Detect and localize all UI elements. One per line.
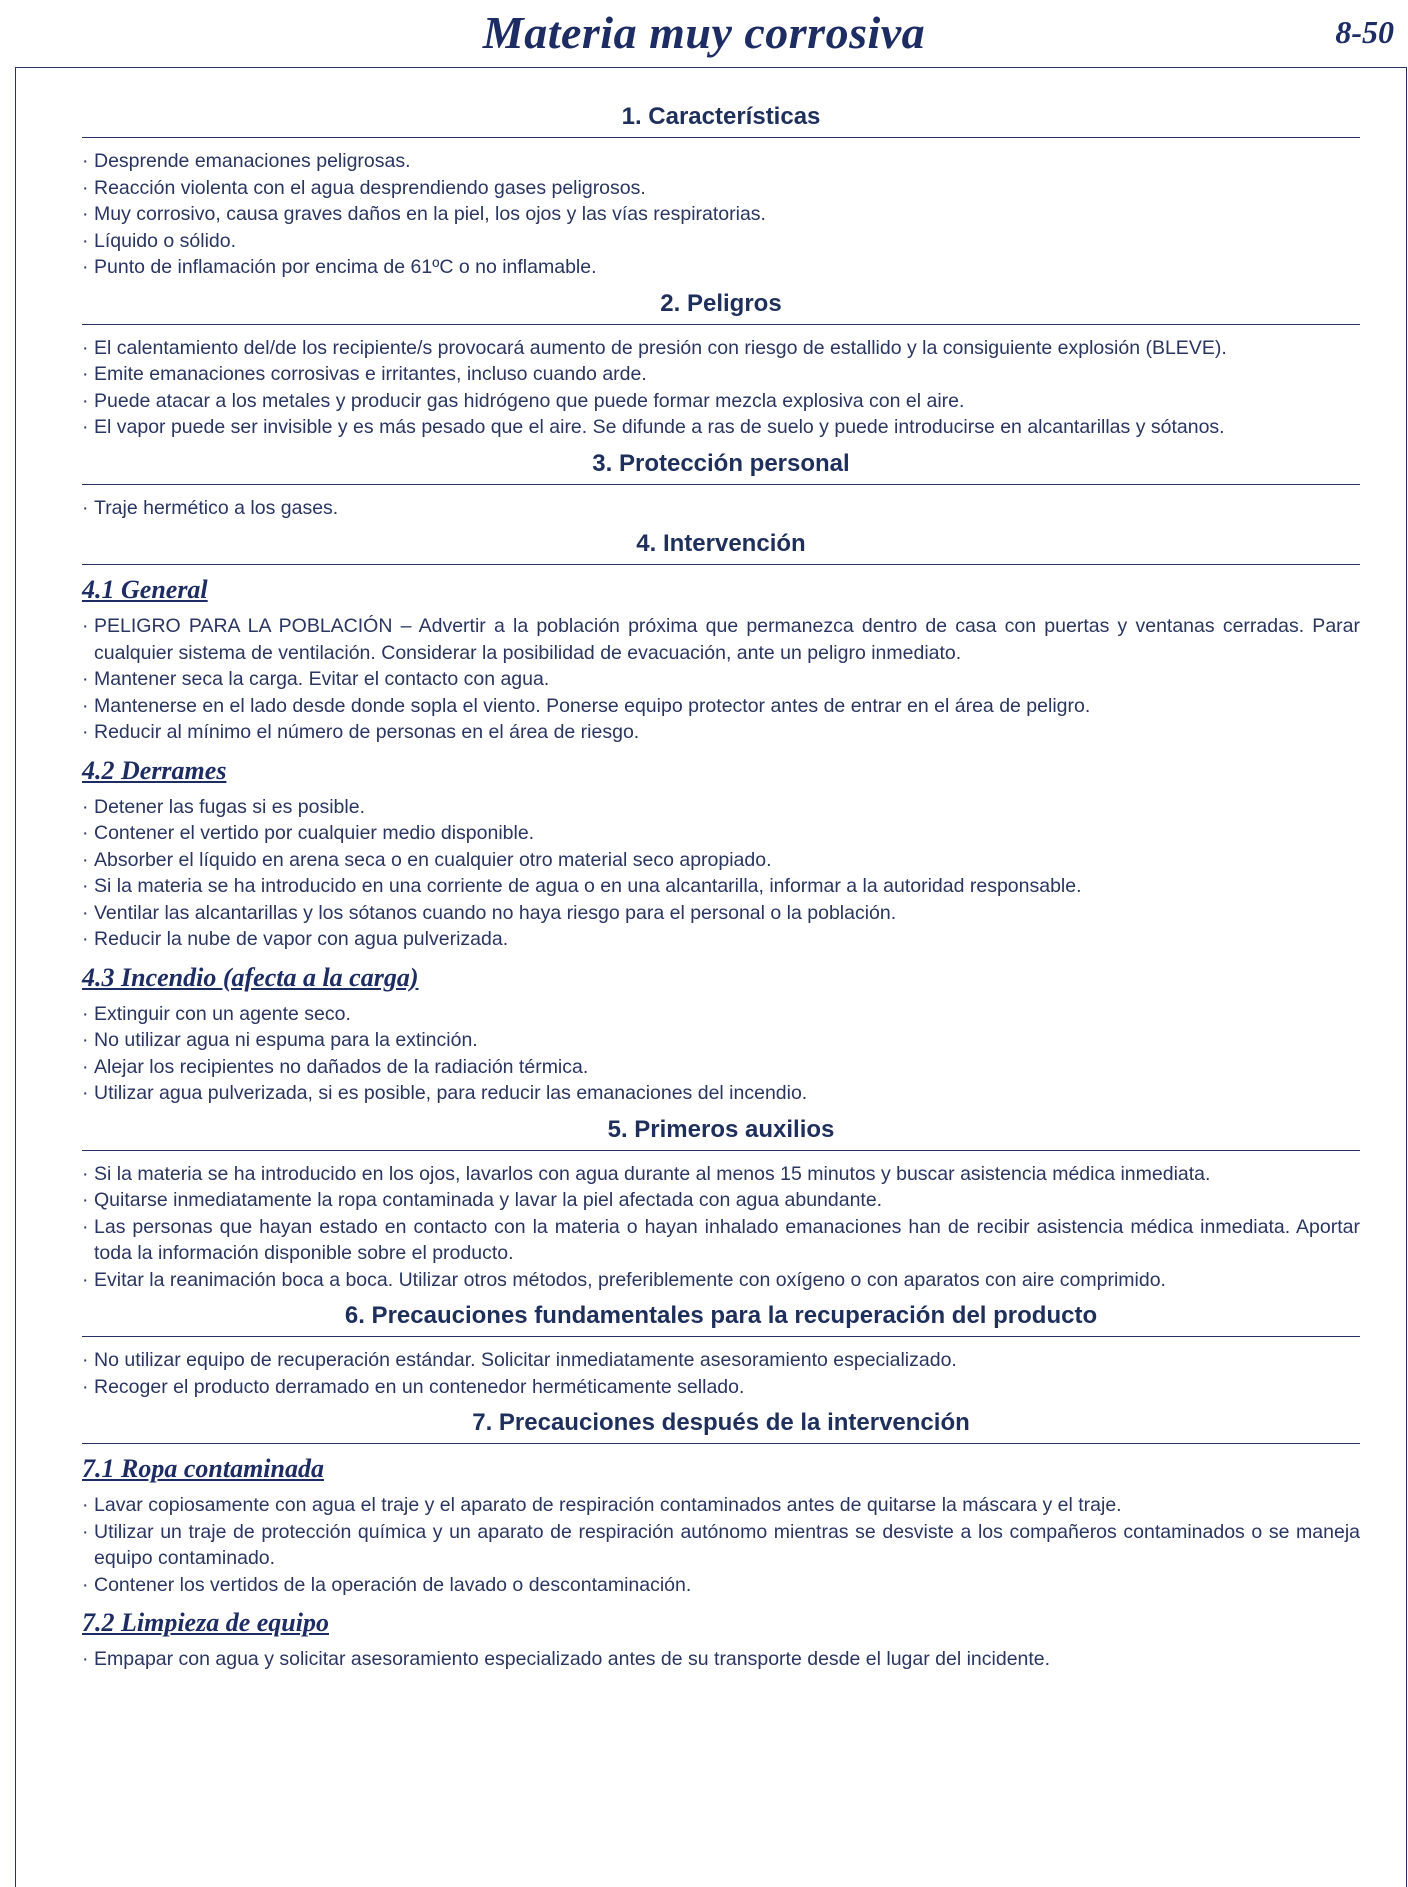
document-title: Materia muy corrosiva	[482, 7, 926, 58]
list-item: · Ventilar las alcantarillas y los sótanos cuando no haya riesgo para el personal o la población.	[82, 900, 1360, 927]
subsection-title-ropa-contaminada: 7.1 Ropa contaminada	[82, 1454, 324, 1483]
subsection-list-ropa-contaminada	[82, 1492, 1360, 1598]
list-item: · Quitarse inmediatamente la ropa contaminada y lavar la piel afectada con agua abundante.	[82, 1187, 1360, 1214]
section-title-recuperacion-producto: 6. Precauciones fundamentales para la recuperación del producto	[82, 1299, 1360, 1337]
section-list-peligros	[82, 335, 1360, 441]
list-item: · Utilizar un traje de protección química y un aparato de respiración autónomo mientras se desviste a los compañeros contaminados o se maneja equipo contaminado.	[82, 1519, 1360, 1572]
list-item: · Mantener seca la carga. Evitar el contacto con agua.	[82, 666, 1360, 693]
section-title-peligros: 2. Peligros	[82, 287, 1360, 325]
section-list-primeros-auxilios	[82, 1161, 1360, 1294]
list-item: · El vapor puede ser invisible y es más pesado que el aire. Se difunde a ras de suelo y puede introducirse en alcantarillas y sótanos.	[82, 414, 1360, 441]
list-item: · Alejar los recipientes no dañados de la radiación térmica.	[82, 1054, 1360, 1081]
subsection-list-general	[82, 613, 1360, 746]
list-item: · Punto de inflamación por encima de 61ºC o no inflamable.	[82, 254, 1360, 281]
list-item: · Puede atacar a los metales y producir gas hidrógeno que puede formar mezcla explosiva con el aire.	[82, 388, 1360, 415]
section-title-primeros-auxilios: 5. Primeros auxilios	[82, 1113, 1360, 1151]
document-body	[82, 100, 1360, 1679]
list-item: · Si la materia se ha introducido en los ojos, lavarlos con agua durante al menos 15 minutos y buscar asistencia médica inmediata.	[82, 1161, 1360, 1188]
list-item: · Contener los vertidos de la operación de lavado o descontaminación.	[82, 1572, 1360, 1599]
subsection-title-derrames: 4.2 Derrames	[82, 755, 227, 785]
list-item: · No utilizar equipo de recuperación estándar. Solicitar inmediatamente asesoramiento especializado.	[82, 1347, 1360, 1374]
list-item: · Recoger el producto derramado en un contenedor herméticamente sellado.	[82, 1374, 1360, 1401]
list-item: · Reacción violenta con el agua desprendiendo gases peligrosos.	[82, 175, 1360, 202]
list-item: · Detener las fugas si es posible.	[82, 794, 1360, 821]
list-item: · Empapar con agua y solicitar asesoramiento especializado antes de su transporte desde el lugar del incidente.	[82, 1646, 1360, 1673]
section-title-caracteristicas: 1. Características	[82, 100, 1360, 138]
subsection-title-general: 4.1 General	[82, 575, 208, 604]
list-item: · Líquido o sólido.	[82, 228, 1360, 255]
list-item: · Absorber el líquido en arena seca o en cualquier otro material seco apropiado.	[82, 847, 1360, 874]
list-item: · Muy corrosivo, causa graves daños en la piel, los ojos y las vías respiratorias.	[82, 201, 1360, 228]
subsection-title-incendio: 4.3 Incendio (afecta a la carga)	[82, 962, 419, 992]
list-item: · Mantenerse en el lado desde donde sopla el viento. Ponerse equipo protector antes de entrar en el área de peligro.	[82, 693, 1360, 720]
section-list-caracteristicas	[82, 148, 1360, 281]
section-title-despues-intervencion: 7. Precauciones después de la intervención	[82, 1406, 1360, 1444]
subsection-list-derrames	[82, 794, 1360, 953]
list-item: · Reducir al mínimo el número de personas en el área de riesgo.	[82, 719, 1360, 746]
subsection-list-limpieza-equipo	[82, 1646, 1360, 1673]
list-item: · Extinguir con un agente seco.	[82, 1001, 1360, 1028]
subsection-list-incendio	[82, 1001, 1360, 1107]
subsection-title-limpieza-equipo: 7.2 Limpieza de equipo	[82, 1608, 329, 1637]
page-header	[0, 0, 1408, 66]
list-item: · Las personas que hayan estado en contacto con la materia o hayan inhalado emanaciones han de recibir asistencia médica inmediata. Aportar toda la información disponible sobre el producto.	[82, 1214, 1360, 1267]
list-item: · Evitar la reanimación boca a boca. Utilizar otros métodos, preferiblemente con oxígeno o con aparatos con aire comprimido.	[82, 1267, 1360, 1294]
list-item: · El calentamiento del/de los recipiente/s provocará aumento de presión con riesgo de estallido y la consiguiente explosión (BLEVE).	[82, 335, 1360, 362]
list-item: · Utilizar agua pulverizada, si es posible, para reducir las emanaciones del incendio.	[82, 1080, 1360, 1107]
list-item: · Desprende emanaciones peligrosas.	[82, 148, 1360, 175]
section-title-proteccion-personal: 3. Protección personal	[82, 447, 1360, 485]
section-title-intervencion: 4. Intervención	[82, 527, 1360, 565]
list-item: · Lavar copiosamente con agua el traje y el aparato de respiración contaminados antes de quitarse la máscara y el traje.	[82, 1492, 1360, 1519]
list-item: · Traje hermético a los gases.	[82, 495, 1360, 522]
list-item: · Emite emanaciones corrosivas e irritantes, incluso cuando arde.	[82, 361, 1360, 388]
list-item: · PELIGRO PARA LA POBLACIÓN – Advertir a la población próxima que permanezca dentro de casa con puertas y ventanas cerradas. Parar cualquier sistema de ventilación. Considerar la posibilidad de evacuación, ante un peligro inmediato.	[82, 613, 1360, 666]
list-item: · Si la materia se ha introducido en una corriente de agua o en una alcantarilla, informar a la autoridad responsable.	[82, 873, 1360, 900]
section-list-recuperacion-producto	[82, 1347, 1360, 1400]
list-item: · Reducir la nube de vapor con agua pulverizada.	[82, 926, 1360, 953]
list-item: · No utilizar agua ni espuma para la extinción.	[82, 1027, 1360, 1054]
page-number: 8-50	[1335, 14, 1394, 50]
section-list-proteccion-personal	[82, 495, 1360, 522]
list-item: · Contener el vertido por cualquier medio disponible.	[82, 820, 1360, 847]
